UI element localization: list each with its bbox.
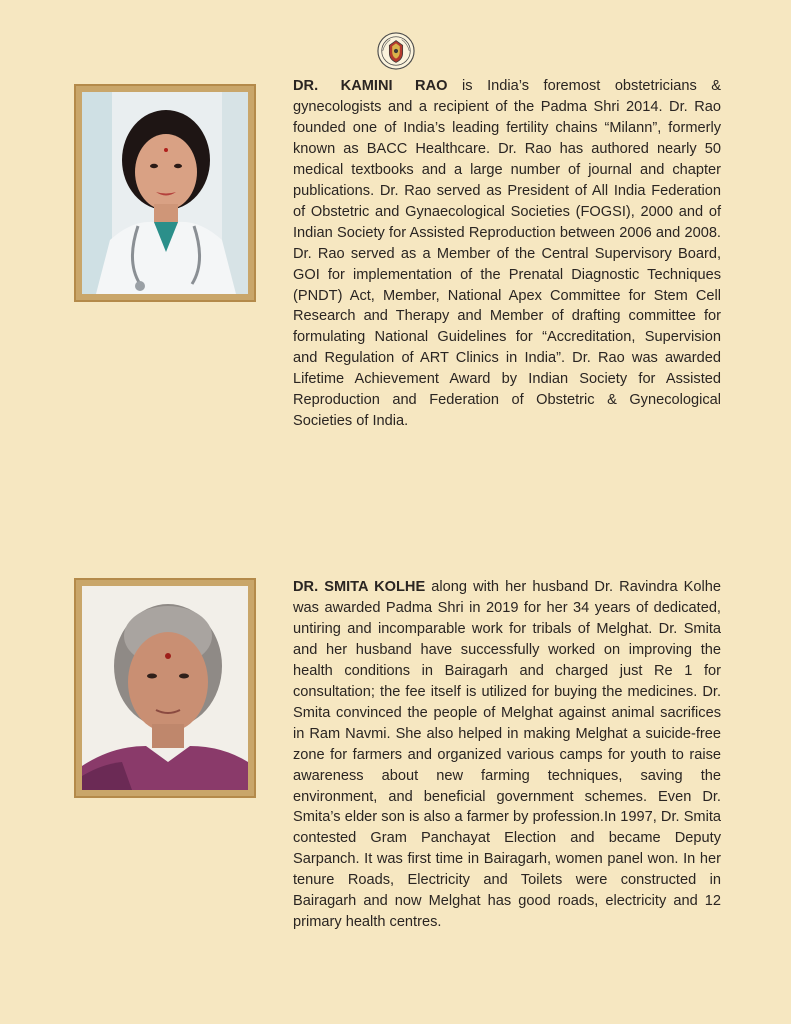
- profile-photo: [82, 92, 248, 294]
- profile-photo-frame: [74, 578, 256, 798]
- profile-name: DR. KAMINI RAO: [293, 78, 448, 94]
- profile-bio-text: along with her husband Dr. Ravindra Kolhe was awarded Padma Shri in 2019 for her 34 years of dedicated, untiring and incomparable work for tribals of Melghat. Dr. Smita and her husband have successfully worked on improving the health conditions in Bairagarh and charged just Re 1 for consultation; the fee itself is utilized for buying the medicines. Dr. Smita convinced the people of Melghat against animal sacrifices in Ram Navmi. She also helped in making Melghat a suicide-free zone for farmers and organized various camps for youth to raise awareness about new farming techniques, saving the environment, and beneficial government schemes. Even Dr. Smita’s elder son is also a farmer by profession.In 1997, Dr. Smita contested Gram Panchayat Election and became Deputy Sarpanch. It was first time in Bairagarh, women panel won. In her tenure Roads, Electricity and Toilets were constructed in Bairagarh and now Melghat has good roads, electricity and 12 primary health centres.: [293, 579, 721, 931]
- profile-bio-text: is India’s foremost obstetricians & gynecologists and a recipient of the Padma Shri 2014. Dr. Rao founded one of India’s leading fertility chains “Milann”, formerly known as BACC Healthcare. Dr. Rao has authored nearly 50 medical textbooks and a large number of journal and chapter publications. Dr. Rao served as President of All India Federation of Obstetric and Gynaecological Societies (FOGSI), 2000 and of Indian Society for Assisted Reproduction between 2006 and 2008. Dr. Rao served as a Member of the Central Supervisory Board, GOI for implementation of the Prenatal Diagnostic Techniques (PNDT) Act, Member, National Apex Committee for Stem Cell Research and Therapy and Member of drafting committee for formulating National Guidelines for “Accreditation, Supervision and Regulation of ART Clinics in India”. Dr. Rao was awarded Lifetime Achievement Award by Indian Society for Assisted Reproduction and Federation of Obstetric & Gynecological Societies of India.: [293, 78, 721, 430]
- profile-photo-frame: [74, 84, 256, 302]
- profile-photo: [82, 586, 248, 790]
- profile-bio: [293, 76, 721, 432]
- emblem-seal-icon: [377, 32, 415, 70]
- profile-bio: [293, 577, 721, 933]
- profile-name: DR. SMITA KOLHE: [293, 579, 426, 595]
